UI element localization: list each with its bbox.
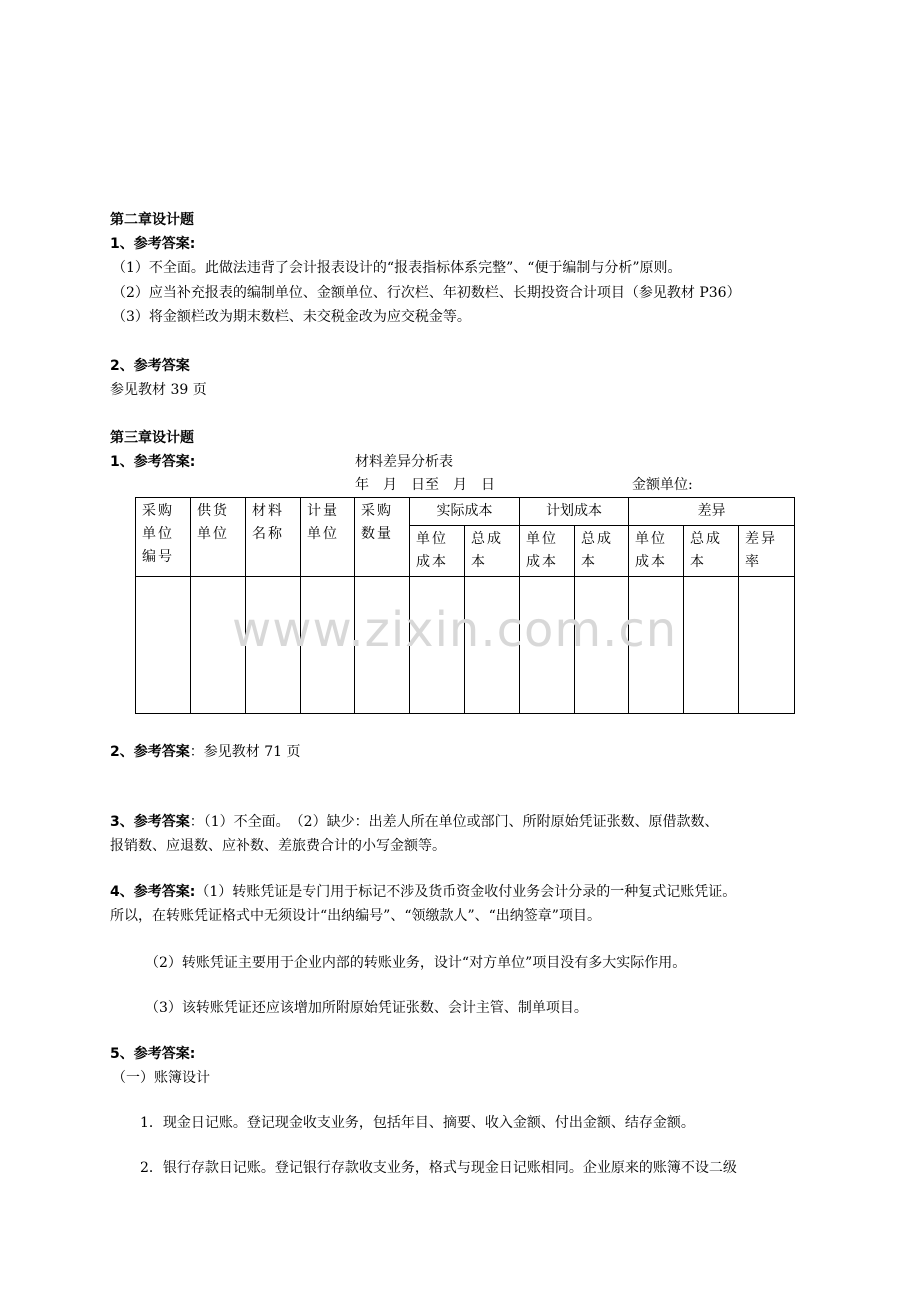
chapter2-heading: 第二章设计题: [110, 212, 194, 228]
col-plan-unit-cost: 单位成本: [520, 526, 575, 577]
ch3-q5-item1: 1．现金日记账。登记现金收支业务，包括年目、摘要、收入金额、付出金额、结存金额。: [140, 1115, 695, 1131]
table-amount-unit: 金额单位:: [632, 477, 693, 493]
col-actual-unit-cost: 单位成本: [410, 526, 465, 577]
ch3-q4-line4: （3）该转账凭证还应该增加所附原始凭证张数、会计主管、制单项目。: [145, 1000, 588, 1016]
ch3-q4-line2: 所以，在转账凭证格式中无须设计“出纳编号”、“领缴款人”、“出纳签章”项目。: [110, 908, 601, 924]
table-date-line: 年 月 日至 月 日: [355, 477, 495, 493]
col-diff-rate: 差异率: [739, 526, 795, 577]
ch3-q5-section: （一）账簿设计: [112, 1070, 210, 1086]
ch2-q1-answer-1: （1）不全面。此做法违背了会计报表设计的“报表指标体系完整”、“便于编制与分析”原则。: [112, 260, 682, 276]
col-diff-unit-cost: 单位成本: [629, 526, 684, 577]
material-difference-table: [135, 497, 795, 714]
ch2-q1-answer-2: （2）应当补充报表的编制单位、金额单位、行次栏、年初数栏、长期投资合计项目（参见教材 P36）: [112, 285, 741, 301]
col-supplier: 供货单位: [191, 498, 246, 577]
ch3-q4-line3: （2）转账凭证主要用于企业内部的转账业务，设计“对方单位”项目没有多大实际作用。: [145, 955, 687, 971]
ch3-q2-answer: ：参见教材 71 页: [189, 744, 301, 760]
col-plan-total-cost: 总成本: [575, 526, 629, 577]
chapter3-heading: 第三章设计题: [110, 430, 194, 446]
ch2-q1-label: 1、参考答案:: [110, 236, 196, 252]
table-title: 材料差异分析表: [355, 454, 453, 470]
ch2-q2-answer: 参见教材 39 页: [110, 382, 207, 398]
ch3-q4-line1: [110, 882, 736, 902]
col-purchase-unit-number: 采购单位编号: [136, 498, 191, 577]
ch3-q4-text1: （1）转账凭证是专门用于标记不涉及货币资金收付业务会计分录的一种复式记账凭证。: [195, 884, 737, 900]
col-material-name: 材料名称: [246, 498, 301, 577]
ch2-q2-label: 2、参考答案: [110, 358, 190, 374]
ch3-q3-text1: ：（1）不全面。 （2）缺少：出差人所在单位或部门、所附原始凭证张数、原借款数、: [189, 814, 719, 830]
ch3-q1-label: 1、参考答案:: [110, 454, 196, 470]
watermark: www.zixin.com.cn: [232, 602, 678, 658]
col-purchase-qty: 采购数量: [355, 498, 410, 577]
ch3-q4-label: 4、参考答案:: [110, 884, 196, 900]
ch3-q5-item2: 2．银行存款日记账。登记银行存款收支业务，格式与现金日记账相同。企业原来的账簿不设二级: [140, 1160, 737, 1176]
group-actual-cost: 实际成本: [410, 498, 520, 526]
group-difference: 差异: [629, 498, 795, 526]
ch3-q3-label: 3、参考答案: [110, 814, 190, 830]
group-planned-cost: 计划成本: [520, 498, 629, 526]
ch2-q1-answer-3: （3）将金额栏改为期末数栏、未交税金改为应交税金等。: [112, 309, 471, 325]
col-diff-total-cost: 总成本: [684, 526, 739, 577]
ch3-q2-label: 2、参考答案: [110, 744, 190, 760]
table-empty-row: [136, 577, 795, 714]
ch3-q3-line2: 报销数、应退数、应补数、差旅费合计的小写金额等。: [110, 838, 446, 854]
col-actual-total-cost: 总成本: [465, 526, 520, 577]
ch3-q2: [110, 742, 300, 762]
ch3-q3-line1: [110, 812, 719, 832]
ch3-q5-label: 5、参考答案:: [110, 1046, 196, 1062]
col-measure-unit: 计量单位: [301, 498, 355, 577]
